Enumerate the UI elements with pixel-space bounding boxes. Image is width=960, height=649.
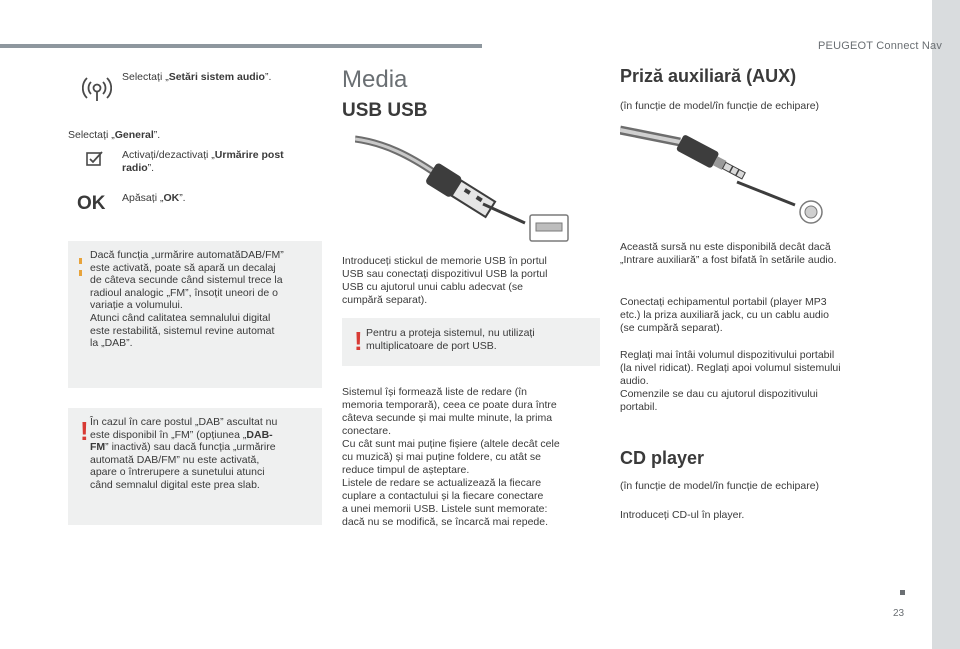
radio-signal-icon	[82, 73, 112, 103]
usb-playlist-line: Listele de redare se actualizează la fiecare	[342, 477, 542, 489]
continuation-marker	[900, 590, 905, 595]
usb-playlist-line: Cu cât sunt mai puține fișiere (altele decât cele	[342, 438, 560, 450]
info-note-line: la „DAB”.	[90, 337, 133, 350]
info-note-line: de câteva secunde când sistemul trece la	[90, 274, 283, 287]
warning-note-line: apare o întrerupere a sunetului atunci	[90, 466, 265, 479]
usb-playlist-line: Sistemul își formează liste de redare (în	[342, 386, 527, 398]
usb-para-line: USB sau conectați dispozitivul USB la portul	[342, 268, 548, 280]
warning-note-line: este disponibil în „FM” (opțiunea „DAB-	[90, 428, 273, 441]
warning-note-line: În cazul în care postul „DAB” ascultat nu	[90, 416, 278, 428]
usb-para-line: USB cu ajutorul unui cablu adecvat (se	[342, 281, 523, 293]
aux-para-line: (se cumpără separat).	[620, 322, 723, 334]
aux-para-line: (la nivel ridicat). Reglați apoi volumul sistemului	[620, 362, 841, 374]
aux-para-line: portabil.	[620, 401, 658, 413]
info-note	[68, 241, 322, 388]
aux-para-line: Conectați echipamentul portabil (player MP3	[620, 296, 827, 308]
info-note-line: radioul analogic „FM”, însoțit uneori de o	[90, 286, 278, 299]
usb-playlist-line: conectare.	[342, 425, 392, 437]
info-note-line: Atunci când calitatea semnalului digital	[90, 312, 271, 324]
step-select-general: Selectați „General”.	[68, 129, 161, 141]
usb-para-line: cumpără separat).	[342, 294, 428, 306]
usb-playlist-line: dacă nu se modifică, se încarcă mai repede.	[342, 516, 549, 528]
step-select-audio-settings: Selectați „Setări sistem audio”.	[122, 71, 272, 83]
warning-note-line: automată DAB/FM” nu este activată,	[90, 453, 260, 466]
info-note-line: este restabilită, sistemul revine automat	[90, 324, 275, 337]
info-icon	[79, 258, 82, 276]
aux-subtitle: (în funcție de model/în funcție de echipare)	[620, 100, 820, 112]
usb-warning-note	[342, 318, 600, 366]
header-brand: PEUGEOT Connect Nav	[818, 40, 943, 52]
section-title-usb: USB USB	[342, 100, 428, 121]
step-press-ok: Apăsați „OK”.	[122, 192, 186, 204]
section-title-media: Media	[342, 66, 408, 93]
page-edge-bar	[932, 0, 960, 649]
aux-para-line: audio.	[620, 375, 649, 387]
ok-icon: OK	[77, 193, 106, 214]
usb-warning-line: multiplicatoare de port USB.	[366, 340, 497, 352]
warning-note-line: FM” inactivă) sau dacă funcția „urmărire	[90, 441, 276, 454]
aux-para-line: Această sursă nu este disponibilă decât dacă	[620, 241, 831, 253]
step-toggle-radio-follow: Activați/dezactivați „Urmărire post radio”.	[122, 149, 284, 174]
info-note-line: Dacă funcția „urmărire automatăDAB/FM”	[90, 249, 284, 261]
aux-para-line: etc.) la priza auxiliară jack, cu un cablu audio	[620, 309, 829, 321]
aux-jack-illustration	[620, 120, 835, 225]
usb-playlist-line: câteva secunde și mai multe minute, la prima	[342, 412, 553, 424]
section-title-aux: Priză auxiliară (AUX)	[620, 66, 797, 86]
usb-para-line: Introduceți stickul de memorie USB în portul	[342, 255, 547, 267]
aux-para-line: Comenzile se dau cu ajutorul dispozitivului	[620, 388, 818, 400]
cd-subtitle: (în funcție de model/în funcție de echipare)	[620, 480, 820, 492]
warning-icon: !	[80, 416, 89, 446]
aux-para-line: Reglați mai întâi volumul dispozitivului portabil	[620, 349, 835, 361]
cd-para: Introduceți CD-ul în player.	[620, 509, 745, 521]
usb-playlist-line: cu muzică) și mai puține foldere, cu atât se	[342, 451, 542, 463]
usb-playlist-line: cuplare a contactului și la fiecare conectare	[342, 490, 544, 502]
usb-playlist-line: a unei memorii USB. Listele sunt memorate:	[342, 503, 548, 515]
usb-playlist-line: memoria temporară), ceea ce poate dura între	[342, 399, 557, 411]
info-note-line: este activată, poate să apară un decalaj	[90, 261, 276, 274]
checkbox-icon	[86, 151, 104, 167]
usb-warning-line: Pentru a proteja sistemul, nu utilizați	[366, 327, 535, 339]
usb-connector-illustration	[355, 131, 575, 249]
usb-playlist-line: reduce timpul de așteptare.	[342, 464, 470, 476]
section-title-cd: CD player	[620, 448, 705, 468]
warning-note-line: când semnalul digital este prea slab.	[90, 479, 260, 491]
header-rule	[0, 44, 482, 48]
page-number: 23	[893, 608, 905, 619]
info-note-line: variație a volumului.	[90, 299, 183, 312]
warning-icon: !	[354, 326, 363, 356]
warning-note	[68, 408, 322, 525]
aux-para-line: „Intrare auxiliară” a fost bifată în setările audio.	[620, 254, 837, 266]
